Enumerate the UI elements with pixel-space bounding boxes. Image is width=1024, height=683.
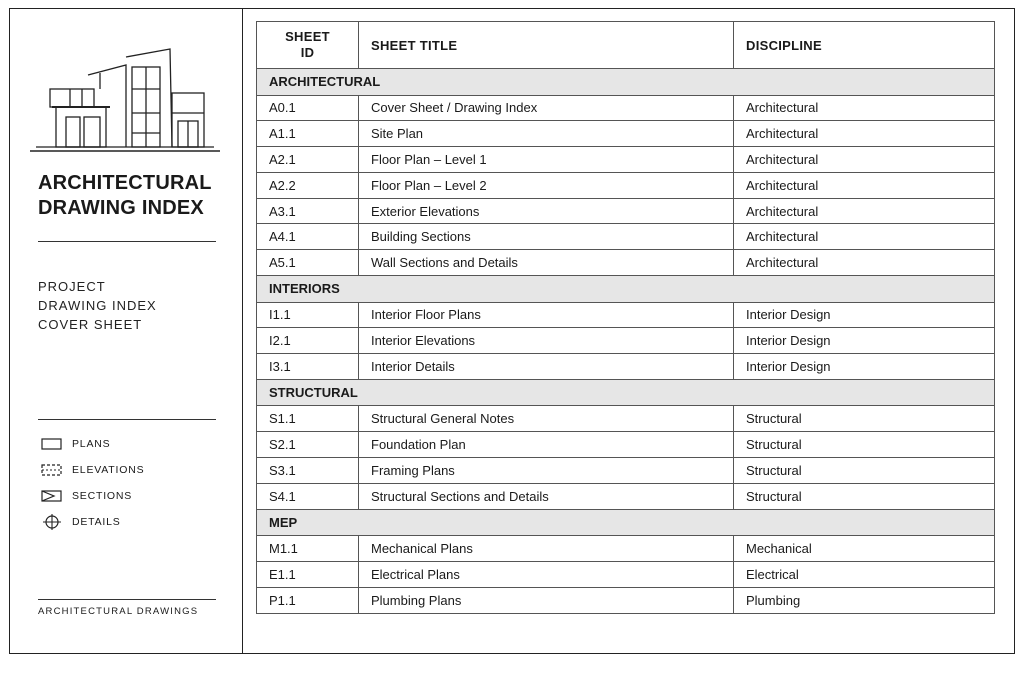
divider (38, 241, 216, 242)
table-row (257, 432, 995, 458)
discipline-cell: Structural (734, 406, 995, 432)
discipline-cell: Architectural (734, 95, 995, 121)
drawing-index-title (38, 171, 228, 221)
discipline-cell: Interior Design (734, 302, 995, 328)
legend-item-elevations (40, 457, 144, 483)
subtitle-line: COVER SHEET (38, 317, 143, 332)
sheet-title-cell: Floor Plan – Level 1 (359, 147, 734, 173)
drawing-index-table (256, 21, 995, 614)
drawing-index-table-area (256, 21, 995, 614)
sheet-title-cell: Structural Sections and Details (359, 483, 734, 509)
discipline-cell: Architectural (734, 224, 995, 250)
header-sheet-id (257, 22, 359, 69)
sheet-title-cell: Interior Details (359, 354, 734, 380)
table-row (257, 483, 995, 509)
discipline-cell: Architectural (734, 198, 995, 224)
section-arrow-icon (40, 488, 64, 504)
crosshair-circle-icon (40, 514, 64, 530)
discipline-cell: Plumbing (734, 587, 995, 613)
table-row (257, 224, 995, 250)
sheet-id-cell: S2.1 (257, 432, 359, 458)
sheet-title-cell: Interior Floor Plans (359, 302, 734, 328)
sheet-id-cell: A0.1 (257, 95, 359, 121)
section-name: MEP (257, 509, 995, 536)
discipline-cell: Interior Design (734, 354, 995, 380)
section-header-row (257, 509, 995, 536)
discipline-cell: Architectural (734, 172, 995, 198)
sheet-title-cell: Plumbing Plans (359, 587, 734, 613)
sheet-title-cell: Exterior Elevations (359, 198, 734, 224)
sheet-title-cell: Foundation Plan (359, 432, 734, 458)
legend-item-sections (40, 483, 144, 509)
legend-item-plans (40, 431, 144, 457)
table-row (257, 561, 995, 587)
sheet-id-cell: A4.1 (257, 224, 359, 250)
table-row (257, 121, 995, 147)
sheet-id-cell: S1.1 (257, 406, 359, 432)
sheet-title-cell: Framing Plans (359, 458, 734, 484)
table-body (257, 69, 995, 614)
building-sketch-icon (30, 37, 220, 155)
table-row (257, 250, 995, 276)
discipline-cell: Mechanical (734, 536, 995, 562)
title-line-1: ARCHITECTURAL (38, 172, 212, 194)
table-row (257, 354, 995, 380)
legend-label: SECTIONS (72, 490, 133, 502)
legend-label: PLANS (72, 438, 111, 450)
sheet-title-cell: Electrical Plans (359, 561, 734, 587)
legend-label: DETAILS (72, 516, 121, 528)
header-sheet-title: SHEET TITLE (359, 22, 734, 69)
sheet-title-cell: Site Plan (359, 121, 734, 147)
table-row (257, 587, 995, 613)
sheet-title-cell: Cover Sheet / Drawing Index (359, 95, 734, 121)
discipline-cell: Architectural (734, 147, 995, 173)
header-id-line: SHEET (285, 29, 330, 44)
table-header-row (257, 22, 995, 69)
subtitle-line: PROJECT (38, 279, 106, 294)
sheet-id-cell: I2.1 (257, 328, 359, 354)
discipline-cell: Architectural (734, 121, 995, 147)
sheet-id-cell: A3.1 (257, 198, 359, 224)
project-subtitle (38, 277, 157, 334)
subtitle-line: DRAWING INDEX (38, 298, 157, 313)
symbol-legend (40, 431, 144, 535)
legend-item-details (40, 509, 144, 535)
sheet-title-cell: Interior Elevations (359, 328, 734, 354)
sheet-title-cell: Structural General Notes (359, 406, 734, 432)
dashed-rectangle-icon (40, 462, 64, 478)
sheet-id-cell: I1.1 (257, 302, 359, 328)
table-row (257, 172, 995, 198)
legend-label: ELEVATIONS (72, 464, 145, 476)
section-name: ARCHITECTURAL (257, 69, 995, 96)
table-row (257, 536, 995, 562)
divider (38, 419, 216, 420)
discipline-cell: Structural (734, 432, 995, 458)
drawing-sheet (9, 8, 1015, 654)
rectangle-icon (40, 436, 64, 452)
sheet-id-cell: E1.1 (257, 561, 359, 587)
sidebar-footer: ARCHITECTURAL DRAWINGS (38, 606, 199, 617)
discipline-cell: Structural (734, 458, 995, 484)
header-id-line: ID (300, 45, 315, 60)
sheet-id-cell: S3.1 (257, 458, 359, 484)
title-line-2: DRAWING INDEX (38, 197, 204, 219)
sheet-title-cell: Mechanical Plans (359, 536, 734, 562)
title-block-sidebar (10, 9, 243, 653)
sheet-id-cell: A5.1 (257, 250, 359, 276)
section-header-row (257, 276, 995, 303)
section-header-row (257, 69, 995, 96)
section-name: STRUCTURAL (257, 379, 995, 406)
table-row (257, 147, 995, 173)
sheet-title-cell: Wall Sections and Details (359, 250, 734, 276)
discipline-cell: Architectural (734, 250, 995, 276)
table-row (257, 302, 995, 328)
sheet-id-cell: I3.1 (257, 354, 359, 380)
discipline-cell: Interior Design (734, 328, 995, 354)
table-row (257, 406, 995, 432)
sheet-title-cell: Floor Plan – Level 2 (359, 172, 734, 198)
table-row (257, 328, 995, 354)
sheet-id-cell: A2.2 (257, 172, 359, 198)
sheet-id-cell: A1.1 (257, 121, 359, 147)
sheet-id-cell: S4.1 (257, 483, 359, 509)
section-name: INTERIORS (257, 276, 995, 303)
divider (38, 599, 216, 600)
sheet-id-cell: A2.1 (257, 147, 359, 173)
table-row (257, 458, 995, 484)
table-row (257, 198, 995, 224)
header-discipline: DISCIPLINE (734, 22, 995, 69)
discipline-cell: Electrical (734, 561, 995, 587)
sheet-id-cell: M1.1 (257, 536, 359, 562)
sheet-title-cell: Building Sections (359, 224, 734, 250)
sheet-id-cell: P1.1 (257, 587, 359, 613)
table-row (257, 95, 995, 121)
section-header-row (257, 379, 995, 406)
discipline-cell: Structural (734, 483, 995, 509)
